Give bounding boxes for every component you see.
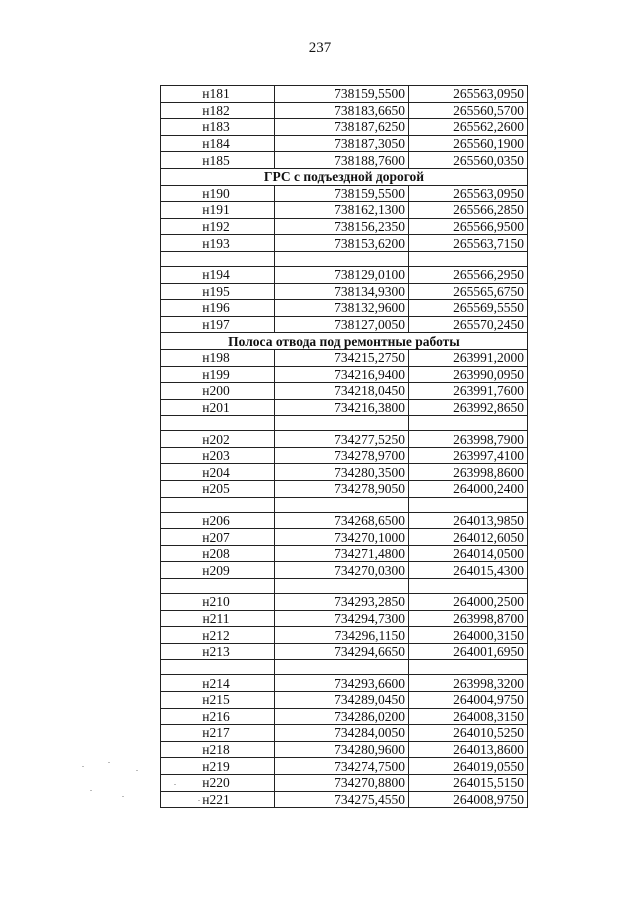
table-row [161,202,528,219]
x-coordinate-cell: 738159,5500 [275,185,409,202]
x-coordinate-cell: 738159,5500 [275,86,409,103]
y-coordinate-cell: 264013,9850 [409,512,528,529]
point-cell: н200 [161,383,275,400]
point-cell: н198 [161,349,275,366]
y-coordinate-cell: 263998,7900 [409,431,528,448]
empty-cell [161,579,275,594]
table-row [161,481,528,498]
table-row [161,86,528,103]
y-coordinate-cell: 263997,4100 [409,447,528,464]
table-row [161,464,528,481]
y-coordinate-cell: 264014,0500 [409,545,528,562]
section-heading: ГРС с подъездной дорогой [161,168,528,185]
point-cell: н208 [161,545,275,562]
x-coordinate-cell: 738187,3050 [275,135,409,152]
table-row [161,185,528,202]
point-cell: н205 [161,481,275,498]
empty-cell [275,497,409,512]
table-row [161,562,528,579]
point-cell: н221 [161,791,275,808]
x-coordinate-cell: 738153,6200 [275,235,409,252]
x-coordinate-cell: 734270,1000 [275,529,409,546]
y-coordinate-cell: 264000,2400 [409,481,528,498]
empty-cell [409,579,528,594]
empty-cell [161,497,275,512]
empty-cell [409,497,528,512]
empty-cell [275,660,409,675]
x-coordinate-cell: 734271,4800 [275,545,409,562]
blank-separator-row [161,579,528,594]
table-row [161,266,528,283]
point-cell: н192 [161,218,275,235]
x-coordinate-cell: 734278,9700 [275,447,409,464]
y-coordinate-cell: 263998,8600 [409,464,528,481]
point-cell: н206 [161,512,275,529]
point-cell: н182 [161,102,275,119]
empty-cell [275,251,409,266]
table-row [161,545,528,562]
y-coordinate-cell: 265563,0950 [409,185,528,202]
table-row [161,675,528,692]
x-coordinate-cell: 738162,1300 [275,202,409,219]
table-row [161,627,528,644]
point-cell: н212 [161,627,275,644]
empty-cell [275,579,409,594]
table-row [161,300,528,317]
y-coordinate-cell: 263991,2000 [409,349,528,366]
y-coordinate-cell: 265566,9500 [409,218,528,235]
table-row [161,119,528,136]
blank-separator-row [161,497,528,512]
y-coordinate-cell: 264015,5150 [409,774,528,791]
table-row [161,594,528,611]
point-cell: н218 [161,741,275,758]
point-cell: н195 [161,283,275,300]
x-coordinate-cell: 734294,7300 [275,610,409,627]
point-cell: н199 [161,366,275,383]
blank-separator-row [161,251,528,266]
point-cell: н217 [161,725,275,742]
y-coordinate-cell: 265563,7150 [409,235,528,252]
y-coordinate-cell: 265562,2600 [409,119,528,136]
y-coordinate-cell: 264015,4300 [409,562,528,579]
y-coordinate-cell: 263992,8650 [409,399,528,416]
y-coordinate-cell: 265566,2850 [409,202,528,219]
point-cell: н190 [161,185,275,202]
empty-cell [161,660,275,675]
empty-cell [409,660,528,675]
x-coordinate-cell: 734278,9050 [275,481,409,498]
coordinates-table [160,85,528,808]
table-row [161,383,528,400]
table-row [161,447,528,464]
point-cell: н194 [161,266,275,283]
x-coordinate-cell: 734284,0050 [275,725,409,742]
x-coordinate-cell: 738127,0050 [275,316,409,333]
x-coordinate-cell: 738156,2350 [275,218,409,235]
x-coordinate-cell: 738134,9300 [275,283,409,300]
point-cell: н201 [161,399,275,416]
table-row [161,741,528,758]
y-coordinate-cell: 264004,9750 [409,692,528,709]
point-cell: н185 [161,152,275,169]
y-coordinate-cell: 265563,0950 [409,86,528,103]
blank-separator-row [161,660,528,675]
y-coordinate-cell: 263998,3200 [409,675,528,692]
x-coordinate-cell: 734216,3800 [275,399,409,416]
blank-separator-row [161,416,528,431]
x-coordinate-cell: 734275,4550 [275,791,409,808]
y-coordinate-cell: 265560,5700 [409,102,528,119]
scan-specks [78,760,218,810]
point-cell: н207 [161,529,275,546]
x-coordinate-cell: 734280,9600 [275,741,409,758]
y-coordinate-cell: 265560,1900 [409,135,528,152]
point-cell: н197 [161,316,275,333]
point-cell: н183 [161,119,275,136]
point-cell: н213 [161,643,275,660]
section-heading-row [161,168,528,185]
x-coordinate-cell: 734268,6500 [275,512,409,529]
coordinates-table-body [161,86,528,808]
point-cell: н210 [161,594,275,611]
table-row [161,102,528,119]
x-coordinate-cell: 734215,2750 [275,349,409,366]
x-coordinate-cell: 738129,0100 [275,266,409,283]
point-cell: н204 [161,464,275,481]
point-cell: н214 [161,675,275,692]
table-row [161,283,528,300]
point-cell: н219 [161,758,275,775]
point-cell: н215 [161,692,275,709]
point-cell: н193 [161,235,275,252]
section-heading: Полоса отвода под ремонтные работы [161,333,528,350]
table-row [161,218,528,235]
x-coordinate-cell: 738187,6250 [275,119,409,136]
y-coordinate-cell: 265560,0350 [409,152,528,169]
y-coordinate-cell: 265566,2950 [409,266,528,283]
empty-cell [275,416,409,431]
x-coordinate-cell: 734286,0200 [275,708,409,725]
x-coordinate-cell: 734270,8800 [275,774,409,791]
table-row [161,692,528,709]
table-row [161,399,528,416]
x-coordinate-cell: 734277,5250 [275,431,409,448]
y-coordinate-cell: 265570,2450 [409,316,528,333]
x-coordinate-cell: 738188,7600 [275,152,409,169]
empty-cell [161,416,275,431]
table-row [161,643,528,660]
table-row [161,529,528,546]
page-number: 237 [308,40,332,56]
x-coordinate-cell: 734294,6650 [275,643,409,660]
y-coordinate-cell: 265565,6750 [409,283,528,300]
point-cell: н209 [161,562,275,579]
point-cell: н202 [161,431,275,448]
table-row [161,316,528,333]
point-cell: н181 [161,86,275,103]
y-coordinate-cell: 264019,0550 [409,758,528,775]
point-cell: н216 [161,708,275,725]
y-coordinate-cell: 264000,2500 [409,594,528,611]
x-coordinate-cell: 734274,7500 [275,758,409,775]
table-row [161,152,528,169]
point-cell: н196 [161,300,275,317]
y-coordinate-cell: 265569,5550 [409,300,528,317]
table-row [161,349,528,366]
table-row [161,235,528,252]
point-cell: н211 [161,610,275,627]
table-row [161,512,528,529]
x-coordinate-cell: 734270,0300 [275,562,409,579]
table-row [161,708,528,725]
y-coordinate-cell: 264008,9750 [409,791,528,808]
y-coordinate-cell: 263990,0950 [409,366,528,383]
empty-cell [409,416,528,431]
x-coordinate-cell: 738183,6650 [275,102,409,119]
point-cell: н191 [161,202,275,219]
y-coordinate-cell: 263998,8700 [409,610,528,627]
x-coordinate-cell: 738132,9600 [275,300,409,317]
x-coordinate-cell: 734216,9400 [275,366,409,383]
x-coordinate-cell: 734293,2850 [275,594,409,611]
y-coordinate-cell: 264013,8600 [409,741,528,758]
table-row [161,431,528,448]
table-row [161,366,528,383]
x-coordinate-cell: 734289,0450 [275,692,409,709]
x-coordinate-cell: 734218,0450 [275,383,409,400]
y-coordinate-cell: 264000,3150 [409,627,528,644]
x-coordinate-cell: 734280,3500 [275,464,409,481]
section-heading-row [161,333,528,350]
y-coordinate-cell: 263991,7600 [409,383,528,400]
y-coordinate-cell: 264001,6950 [409,643,528,660]
table-row [161,135,528,152]
table-row [161,610,528,627]
y-coordinate-cell: 264010,5250 [409,725,528,742]
empty-cell [409,251,528,266]
y-coordinate-cell: 264012,6050 [409,529,528,546]
point-cell: н220 [161,774,275,791]
point-cell: н184 [161,135,275,152]
x-coordinate-cell: 734293,6600 [275,675,409,692]
table-row [161,725,528,742]
x-coordinate-cell: 734296,1150 [275,627,409,644]
point-cell: н203 [161,447,275,464]
y-coordinate-cell: 264008,3150 [409,708,528,725]
empty-cell [161,251,275,266]
